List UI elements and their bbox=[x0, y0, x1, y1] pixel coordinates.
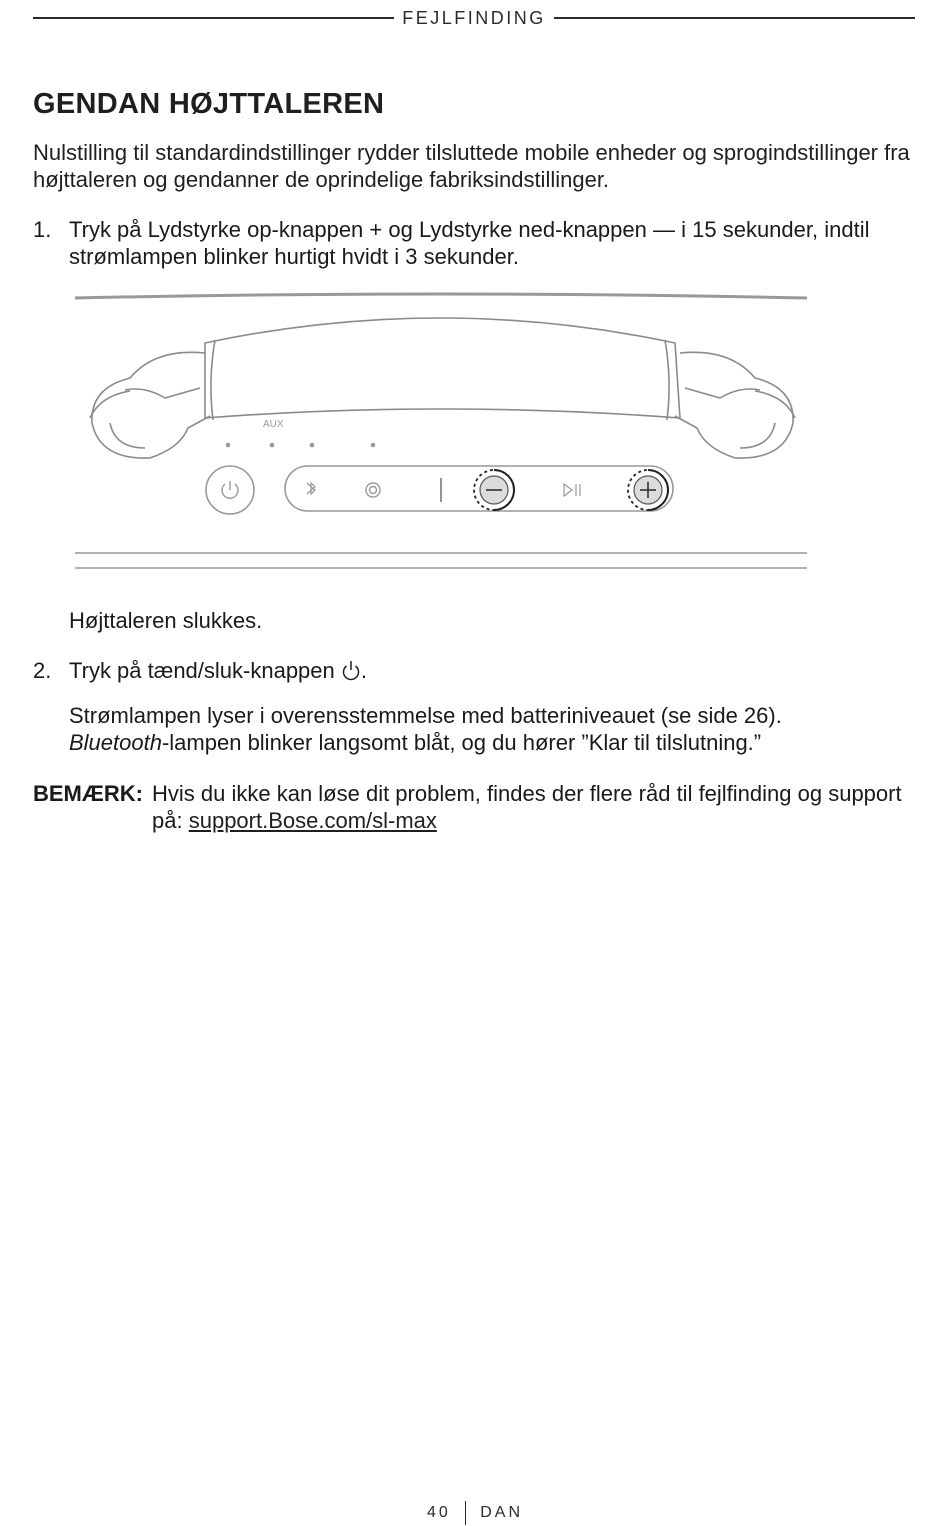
step-2-result-line-2-text: -lampen blinker langsomt blåt, og du hører ”Klar til tilslutning.” bbox=[161, 730, 762, 755]
speaker-handle bbox=[205, 318, 680, 418]
page-footer bbox=[0, 1500, 950, 1526]
page-number: 40 bbox=[426, 1504, 451, 1521]
step-2-number: 2. bbox=[33, 658, 52, 683]
language-code: DAN bbox=[480, 1504, 524, 1521]
step-1-result: Højttaleren slukkes. bbox=[69, 608, 263, 633]
footer-separator bbox=[465, 1501, 467, 1525]
speaker-top-edge bbox=[75, 294, 807, 298]
page-title: GENDAN HØJTTALEREN bbox=[33, 88, 385, 120]
play-pause-icon bbox=[564, 484, 572, 496]
aux-label: AUX bbox=[263, 419, 284, 430]
support-link[interactable]: support.Bose.com/sl-max bbox=[188, 808, 437, 833]
step-1-text bbox=[69, 216, 919, 270]
volume-down-symbol: — bbox=[653, 217, 675, 242]
right-strap bbox=[675, 352, 793, 458]
indicator-lights bbox=[226, 443, 376, 448]
source-icon bbox=[366, 483, 380, 497]
step-2-text bbox=[69, 657, 919, 684]
intro-paragraph: Nulstilling til standardindstillinger rydder tilsluttede mobile enheder og sprogindstillinger fra højttaleren og gendanner de oprindelige fabriksindstillinger. bbox=[33, 140, 910, 192]
section-title: FEJLFINDING bbox=[402, 8, 546, 28]
note-body: Hvis du ikke kan løse dit problem, findes der flere råd til fejlfinding og support på: bbox=[152, 781, 902, 833]
speaker-illustration bbox=[70, 288, 815, 578]
step-1-text-a: Tryk på Lydstyrke op-knappen bbox=[69, 217, 364, 242]
volume-up-symbol: + bbox=[369, 217, 383, 242]
bluetooth-word: Bluetooth bbox=[69, 730, 162, 755]
step-2-result bbox=[69, 702, 919, 756]
header-rule-left bbox=[33, 17, 394, 19]
power-icon bbox=[341, 659, 361, 681]
step-1-number: 1. bbox=[33, 217, 52, 242]
step-1-text-c: i 15 sekunder, indtil strømlampen blinker hurtigt hvidt i 3 sekunder. bbox=[69, 217, 870, 269]
page-header bbox=[33, 6, 915, 30]
step-2-text-a: Tryk på tænd/sluk-knappen bbox=[69, 658, 335, 683]
step-1-text-b: og Lydstyrke ned-knappen bbox=[388, 217, 647, 242]
bluetooth-icon bbox=[307, 483, 315, 494]
left-strap bbox=[92, 352, 210, 458]
header-rule-right bbox=[554, 17, 915, 19]
step-2-result-line-1: Strømlampen lyser i overensstemmelse med batteriniveauet (se side 26). bbox=[69, 703, 782, 728]
note-text bbox=[152, 780, 912, 834]
step-2-text-b: . bbox=[360, 658, 368, 683]
step-2-result-line-2 bbox=[69, 729, 919, 756]
note-label: BEMÆRK: bbox=[33, 781, 143, 806]
control-bar bbox=[285, 466, 673, 511]
